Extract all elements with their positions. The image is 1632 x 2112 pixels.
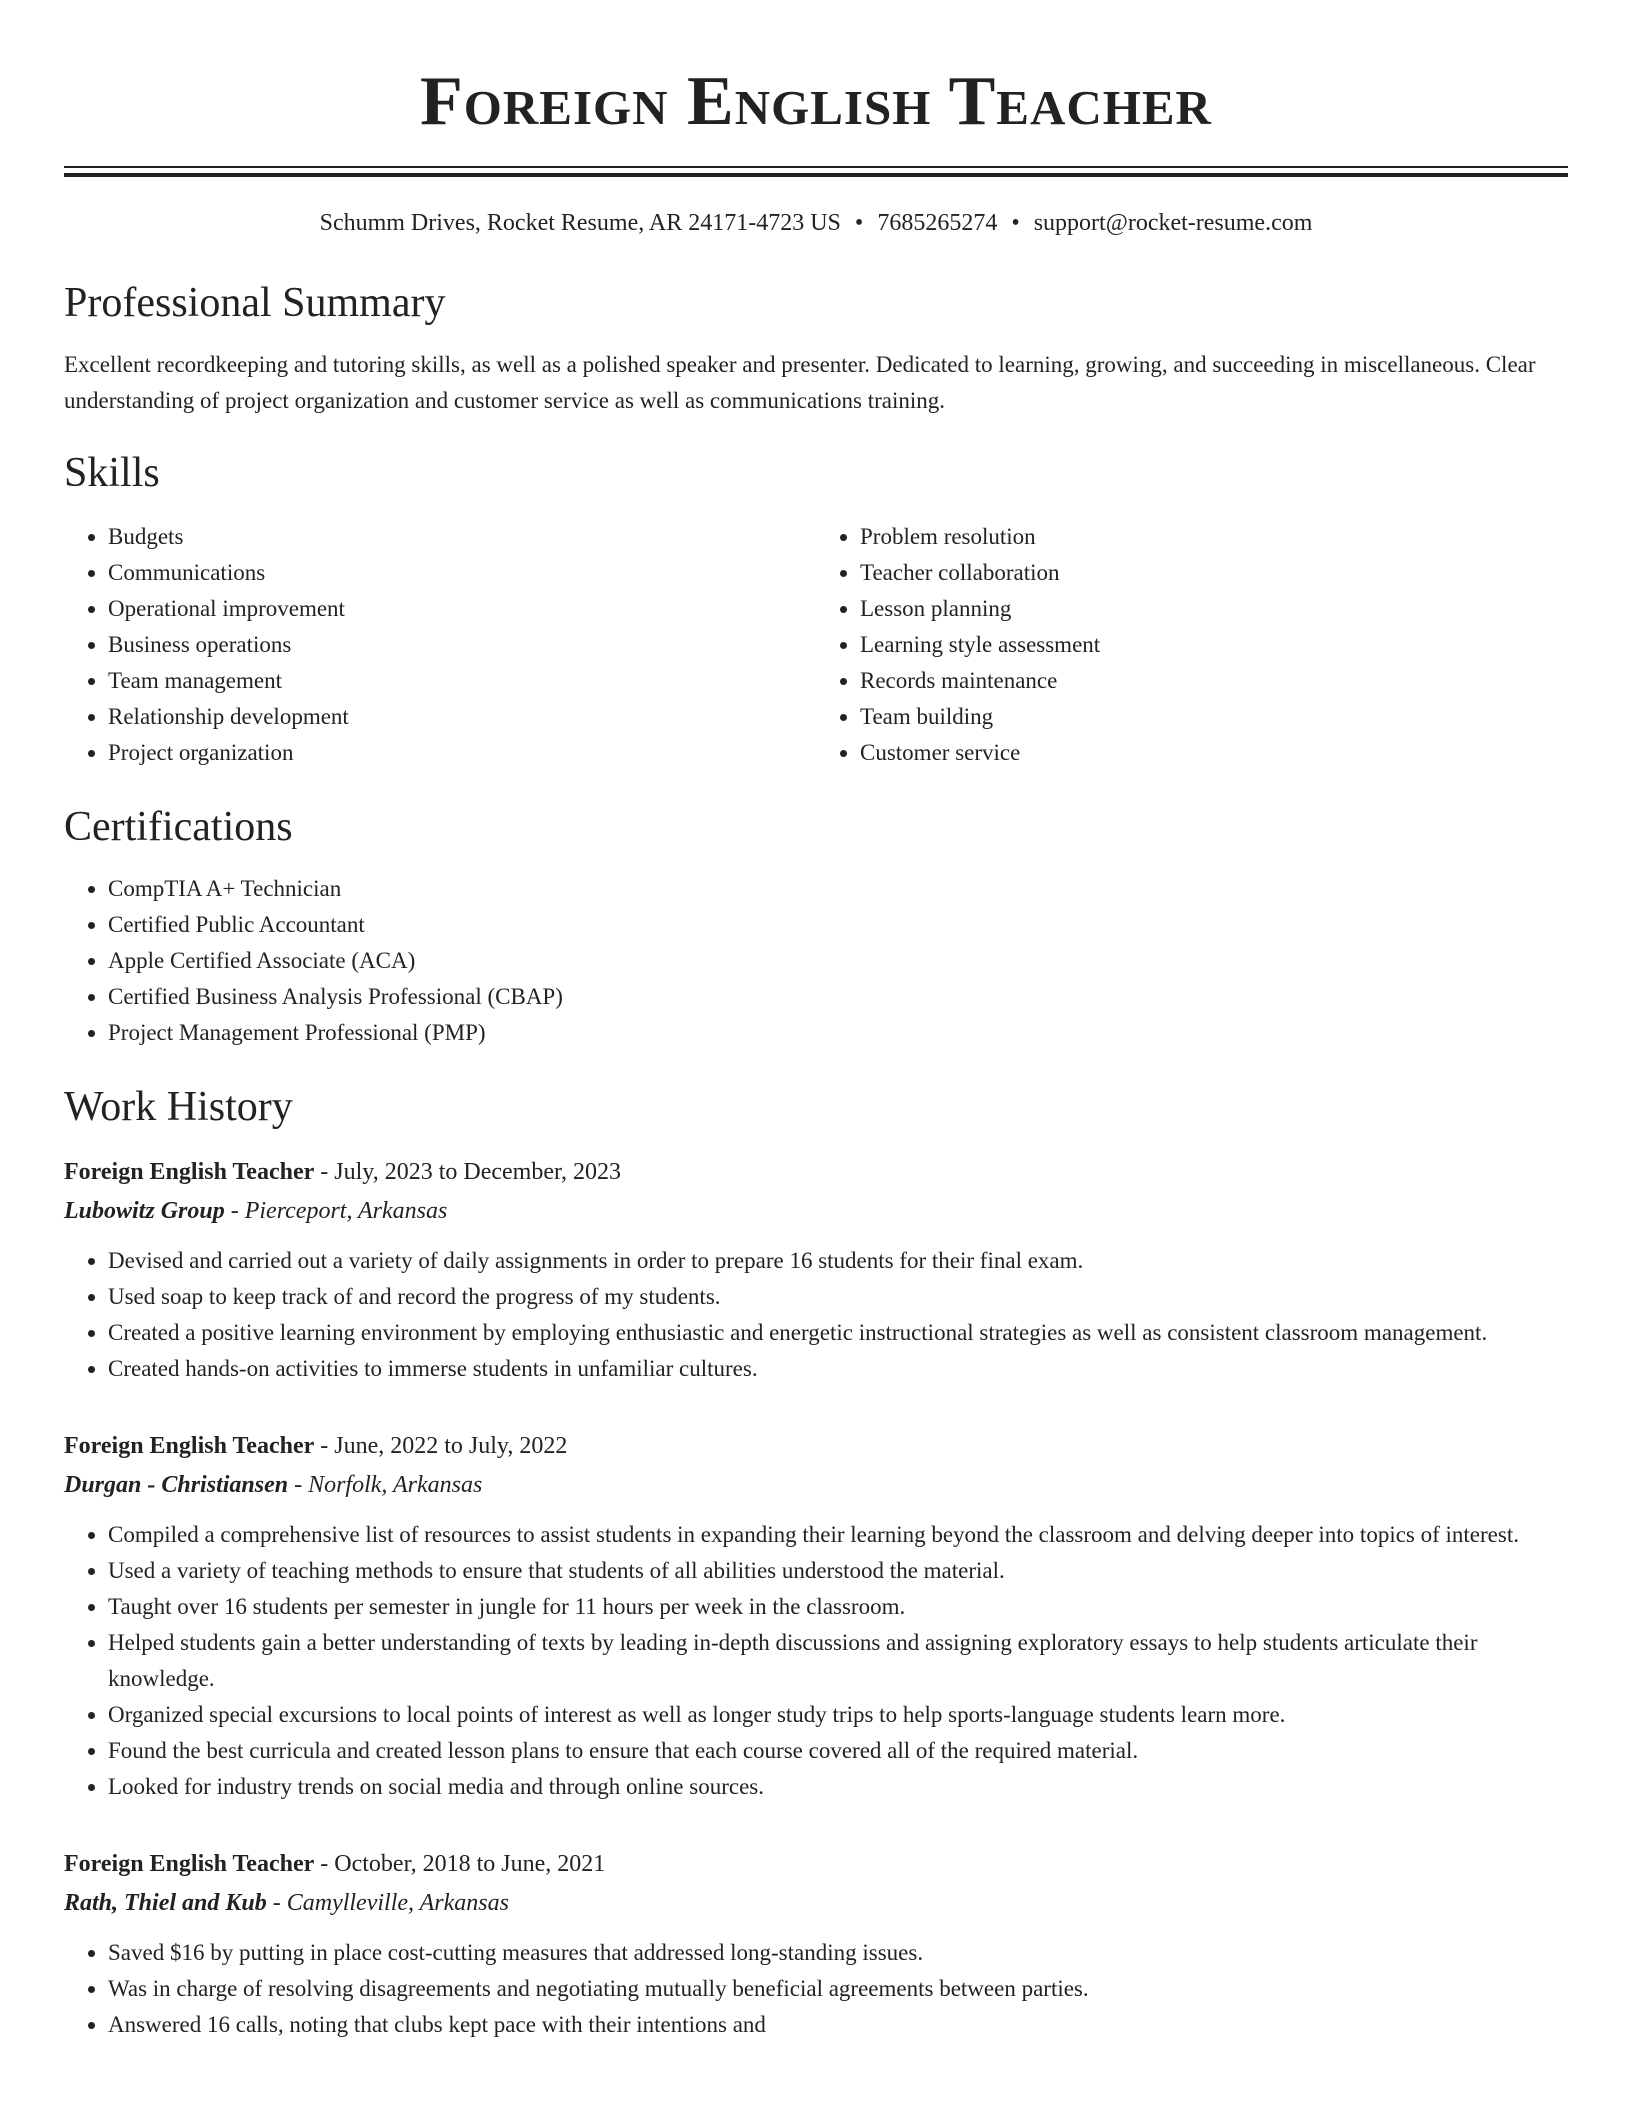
- skill-item: • Learning style assessment: [860, 627, 1568, 663]
- job-company: Durgan - Christiansen: [64, 1472, 289, 1498]
- skills-list-right: [816, 519, 1568, 771]
- skill-item: • Teacher collaboration: [860, 555, 1568, 591]
- job-bullet: • Found the best curricula and created lesson plans to ensure that each course covered all of the required material.: [108, 1733, 1568, 1769]
- certifications-heading: Certifications: [64, 804, 293, 850]
- job-company: Rath, Thiel and Kub: [64, 1890, 267, 1916]
- skill-item: • Project organization: [108, 735, 816, 771]
- skill-item: • Problem resolution: [860, 519, 1568, 555]
- job-bullet: • Organized special excursions to local points of interest as well as longer study trips to help sports-language students learn more.: [108, 1697, 1568, 1733]
- skill-item: • Team building: [860, 699, 1568, 735]
- skill-item: • Records maintenance: [860, 663, 1568, 699]
- job-location: - Pierceport, Arkansas: [224, 1198, 448, 1224]
- job-bullet: • Used soap to keep track of and record the progress of my students.: [108, 1279, 1568, 1315]
- job-dates: - June, 2022 to July, 2022: [314, 1433, 568, 1459]
- job-title-line: [64, 1427, 1568, 1465]
- job-bullet: • Created a positive learning environment by employing enthusiastic and energetic instructional strategies as well as consistent classroom management.: [108, 1315, 1568, 1351]
- contact-separator: •: [1011, 210, 1020, 236]
- contact-separator: •: [854, 210, 864, 236]
- work-history-section: [64, 1081, 1568, 2043]
- job-bullet: • Was in charge of resolving disagreements and negotiating mutually beneficial agreements between parties.: [108, 1971, 1568, 2007]
- certification-item: • CompTIA A+ Technician: [108, 871, 1568, 907]
- job-company-line: [64, 1191, 1568, 1231]
- job-title-line: [64, 1845, 1568, 1883]
- certifications-section: [64, 801, 1568, 1051]
- resume-title: Foreign English Teacher: [420, 63, 1212, 140]
- job-bullets: [64, 1243, 1568, 1387]
- skill-item: • Operational improvement: [108, 591, 816, 627]
- resume-page: [64, 0, 1568, 2043]
- certification-item: • Certified Business Analysis Professional (CBAP): [108, 979, 1568, 1015]
- summary-heading: Professional Summary: [64, 280, 446, 326]
- contact-address: Schumm Drives, Rocket Resume, AR 24171-4723 US: [319, 210, 841, 236]
- job-bullets: [64, 1517, 1568, 1805]
- contact-line: [64, 207, 1568, 239]
- skill-item: • Lesson planning: [860, 591, 1568, 627]
- certification-item: • Project Management Professional (PMP): [108, 1015, 1568, 1051]
- job-bullet: • Looked for industry trends on social media and through online sources.: [108, 1769, 1568, 1805]
- skills-columns: [64, 519, 1568, 771]
- summary-text: Excellent recordkeeping and tutoring skills, as well as a polished speaker and presenter. Dedicated to learning, growing, and succeeding in miscellaneous. Clear understanding of project organization and customer service as well as communications training.: [64, 352, 1536, 413]
- job-dates: - October, 2018 to June, 2021: [314, 1851, 606, 1877]
- job-dates: - July, 2023 to December, 2023: [314, 1159, 622, 1185]
- job-company-line: [64, 1883, 1568, 1923]
- skill-item: • Budgets: [108, 519, 816, 555]
- title-divider: [64, 166, 1568, 177]
- job-bullet: • Compiled a comprehensive list of resources to assist students in expanding their learning beyond the classroom and delving deeper into topics of interest.: [108, 1517, 1568, 1553]
- certification-item: • Apple Certified Associate (ACA): [108, 943, 1568, 979]
- job-company: Lubowitz Group: [64, 1198, 225, 1224]
- skill-item: • Communications: [108, 555, 816, 591]
- job-bullet: • Used a variety of teaching methods to ensure that students of all abilities understood the material.: [108, 1553, 1568, 1589]
- skill-item: • Relationship development: [108, 699, 816, 735]
- job-bullet: • Devised and carried out a variety of daily assignments in order to prepare 16 students for their final exam.: [108, 1243, 1568, 1279]
- job-bullet: • Saved $16 by putting in place cost-cutting measures that addressed long-standing issues.: [108, 1935, 1568, 1971]
- skills-heading: Skills: [64, 450, 160, 496]
- job-entry: [64, 1845, 1568, 2043]
- certifications-list: [64, 871, 1568, 1051]
- job-location: - Norfolk, Arkansas: [288, 1472, 483, 1498]
- job-bullets: [64, 1935, 1568, 2043]
- job-title: Foreign English Teacher: [64, 1851, 315, 1877]
- job-entry: [64, 1427, 1568, 1805]
- job-bullet: • Answered 16 calls, noting that clubs kept pace with their intentions and: [108, 2007, 1568, 2043]
- skill-item: • Business operations: [108, 627, 816, 663]
- job-entry: [64, 1153, 1568, 1387]
- contact-phone: 7685265274: [877, 210, 998, 236]
- summary-section: [64, 277, 1568, 419]
- skills-section: [64, 447, 1568, 771]
- job-company-line: [64, 1465, 1568, 1505]
- contact-email: support@rocket-resume.com: [1033, 210, 1313, 236]
- job-title: Foreign English Teacher: [64, 1433, 315, 1459]
- certification-item: • Certified Public Accountant: [108, 907, 1568, 943]
- job-location: - Camylleville, Arkansas: [266, 1890, 509, 1916]
- skill-item: • Team management: [108, 663, 816, 699]
- work-history-heading: Work History: [64, 1084, 293, 1130]
- job-title-line: [64, 1153, 1568, 1191]
- job-bullet: • Taught over 16 students per semester in jungle for 11 hours per week in the classroom.: [108, 1589, 1568, 1625]
- skills-list-left: [64, 519, 816, 771]
- job-title: Foreign English Teacher: [64, 1159, 315, 1185]
- job-bullet: • Created hands-on activities to immerse students in unfamiliar cultures.: [108, 1351, 1568, 1387]
- job-bullet: • Helped students gain a better understanding of texts by leading in-depth discussions and assigning exploratory essays to help students articulate their knowledge.: [108, 1625, 1568, 1697]
- skill-item: • Customer service: [860, 735, 1568, 771]
